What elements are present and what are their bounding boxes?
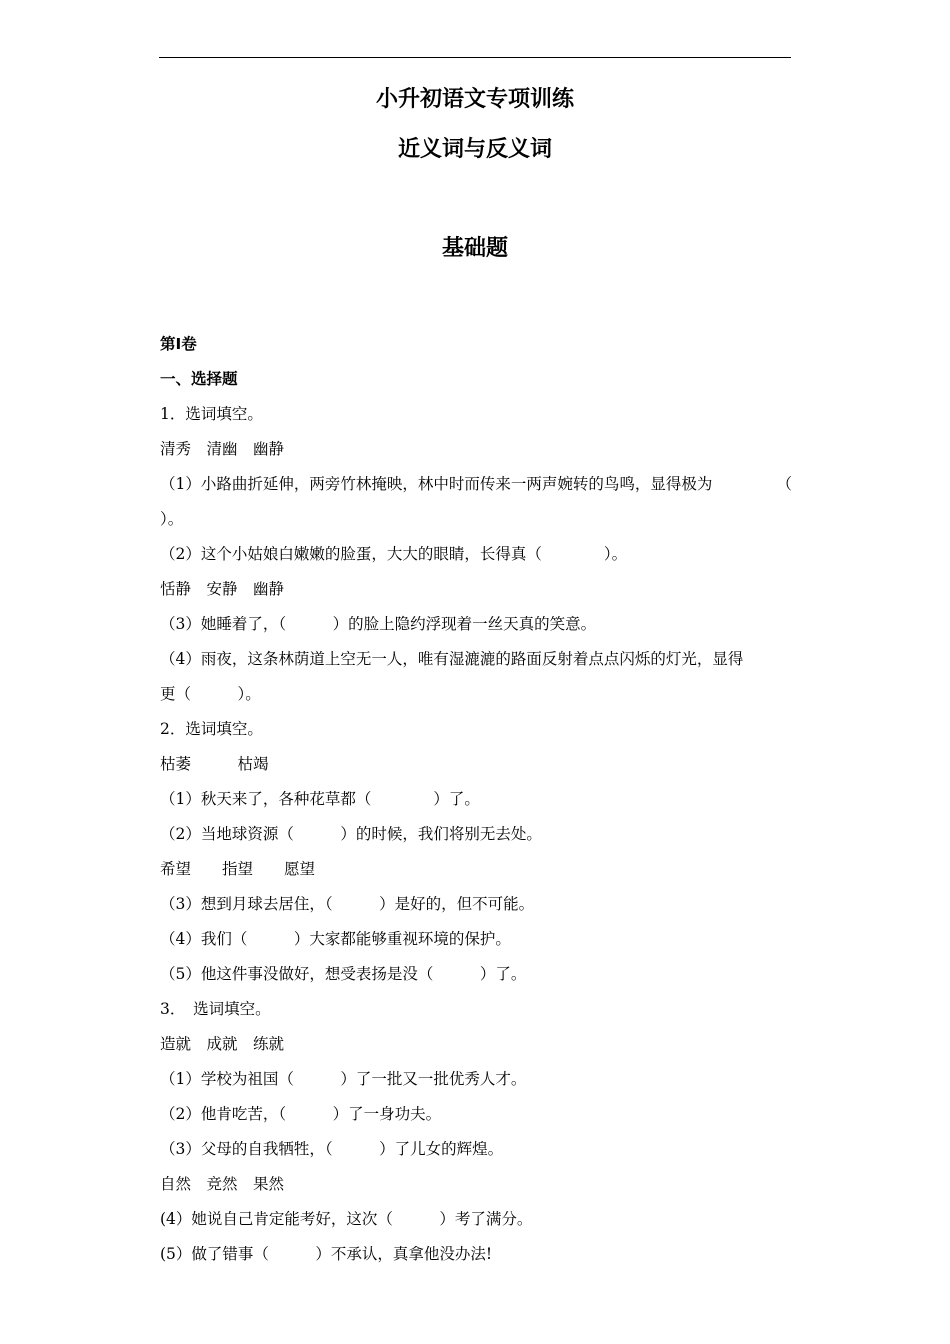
q3-item2: （2）他肯吃苦，（ ）了一身功夫。 bbox=[160, 1105, 442, 1123]
q3-item5: (5）做了错事（ ）不承认，真拿他没办法! bbox=[160, 1245, 493, 1263]
section-label: 一、选择题 bbox=[160, 370, 238, 388]
q1-item4: （4）雨夜，这条林荫道上空无一人，唯有湿漉漉的路面反射着点点闪烁的灯光，显得 bbox=[160, 650, 744, 668]
q1-stem: 1．选词填空。 bbox=[160, 405, 263, 423]
q3-item3: （3）父母的自我牺牲，（ ）了儿女的辉煌。 bbox=[160, 1140, 504, 1158]
q3-word-choices-a: 造就 成就 练就 bbox=[160, 1035, 285, 1053]
q2-word-choices-b: 希望 指望 愿望 bbox=[160, 860, 316, 878]
q2-item2: （2）当地球资源（ ）的时候，我们将别无去处。 bbox=[160, 825, 542, 843]
q1-item2: （2）这个小姑娘白嫩嫩的脸蛋，大大的眼睛，长得真（ ）。 bbox=[160, 545, 628, 563]
q3-stem: 3． 选词填空。 bbox=[160, 1000, 271, 1018]
q2-item5: （5）他这件事没做好，想受表扬是没（ ）了。 bbox=[160, 965, 527, 983]
q1-word-choices-b: 恬静 安静 幽静 bbox=[160, 580, 285, 598]
q2-word-choices-a: 枯萎 枯竭 bbox=[160, 755, 269, 773]
q1-word-choices-a: 清秀 清幽 幽静 bbox=[160, 440, 285, 458]
q3-word-choices-b: 自然 竞然 果然 bbox=[160, 1175, 285, 1193]
question-content bbox=[160, 331, 792, 1276]
header-rule bbox=[159, 57, 791, 58]
q2-item4: （4）我们（ ）大家都能够重视环境的保护。 bbox=[160, 930, 511, 948]
q2-item1: （1）秋天来了，各种花草都（ ）了。 bbox=[160, 790, 480, 808]
q1-item1-continuation: ）。 bbox=[160, 510, 184, 528]
q2-item3: （3）想到月球去居住，（ ）是好的，但不可能。 bbox=[160, 895, 535, 913]
q1-item1-text: （1）小路曲折延伸，两旁竹林掩映，林中时而传来一两声婉转的鸟鸣，显得极为 bbox=[160, 475, 713, 493]
sub-title: 近义词与反义词 bbox=[397, 137, 552, 162]
q1-item1-bracket: （ bbox=[776, 475, 792, 493]
volume-label: 第Ⅰ卷 bbox=[160, 335, 197, 353]
main-title: 小升初语文专项训练 bbox=[375, 87, 574, 112]
q1-item4-continuation: 更（ ）。 bbox=[160, 685, 261, 703]
q1-item1 bbox=[160, 471, 792, 506]
q3-item4: (4）她说自己肯定能考好，这次（ ）考了满分。 bbox=[160, 1210, 533, 1228]
section-title: 基础题 bbox=[441, 236, 508, 261]
q2-stem: 2．选词填空。 bbox=[160, 720, 263, 738]
q1-item3: （3）她睡着了，（ ）的脸上隐约浮现着一丝天真的笑意。 bbox=[160, 615, 597, 633]
q3-item1: （1）学校为祖国（ ）了一批又一批优秀人才。 bbox=[160, 1070, 527, 1088]
